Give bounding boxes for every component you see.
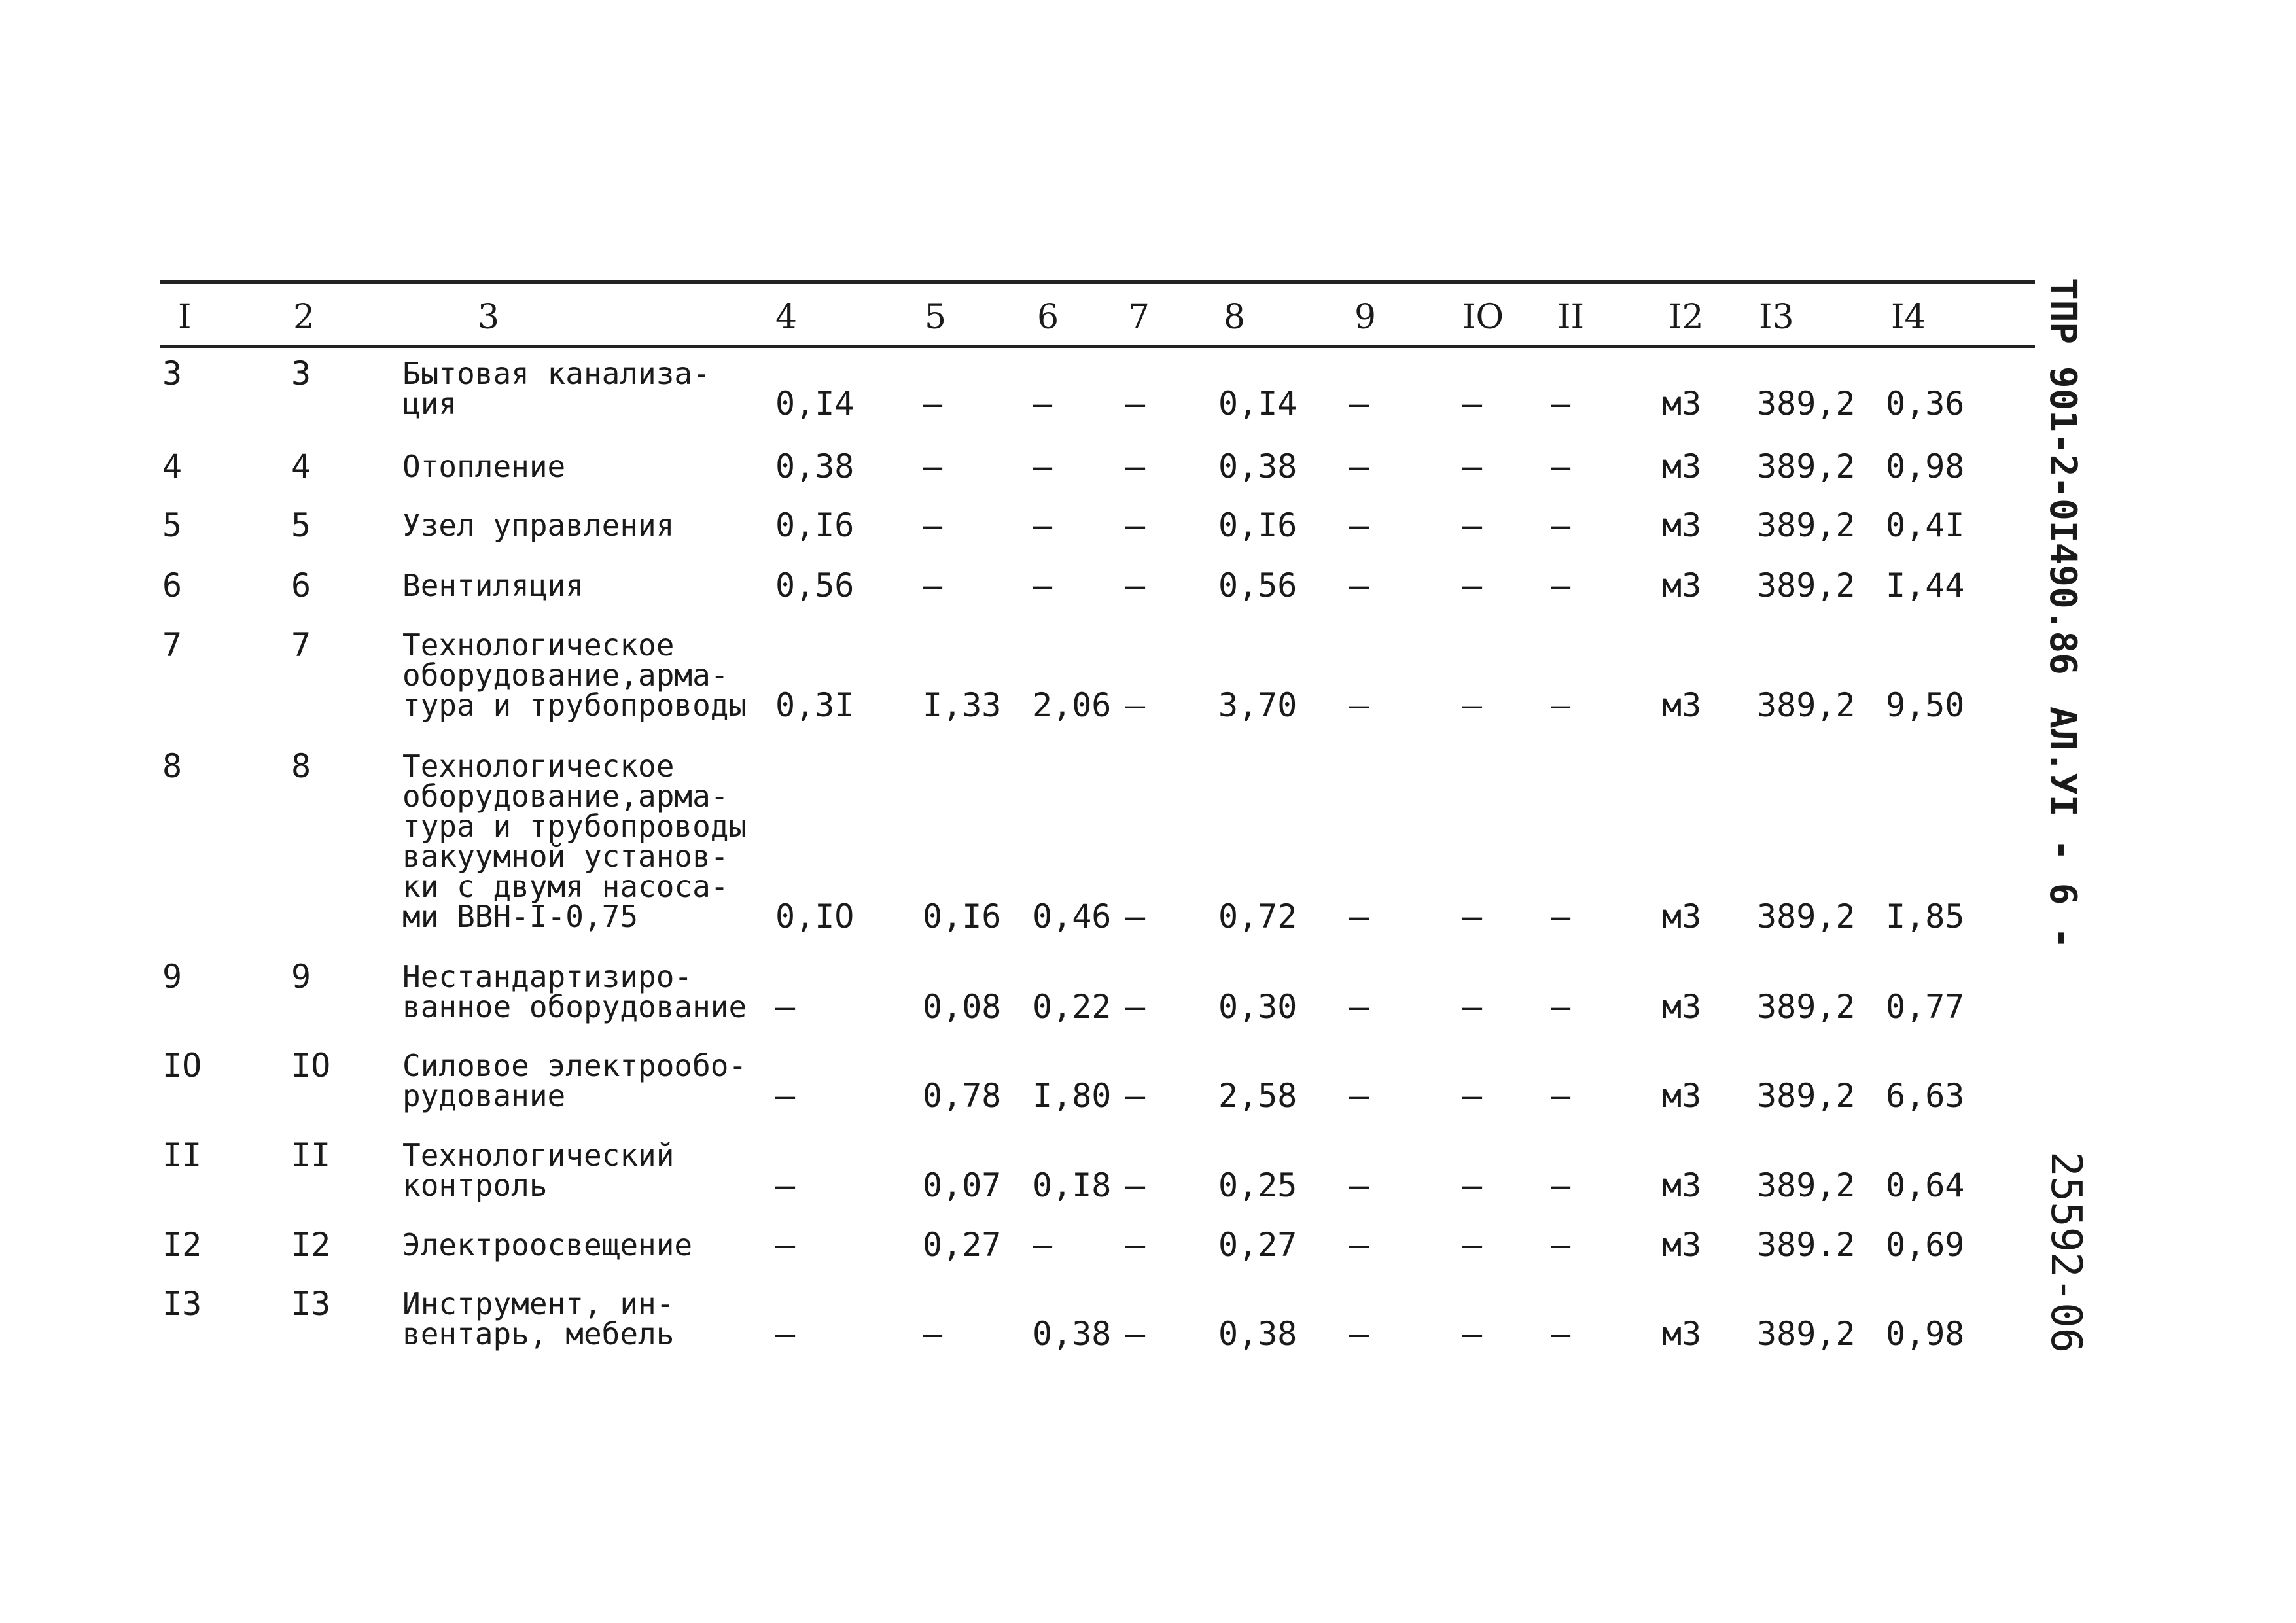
header-col-10: IO — [1462, 298, 1504, 337]
cell-name: Инструмент, ин- вентарь, мебель — [402, 1286, 675, 1352]
cell-c5: I,33 — [923, 686, 1002, 724]
cell-c2: I2 — [291, 1226, 331, 1264]
cell-price: 389,2 — [1757, 1077, 1856, 1115]
cell-c7: – — [1125, 447, 1146, 485]
cell-c2: 3 — [291, 355, 311, 393]
cell-total: 0,77 — [1886, 988, 1965, 1026]
cell-total: 9,50 — [1886, 686, 1965, 724]
cell-c9: – — [1349, 567, 1369, 604]
cell-unit: м3 — [1662, 447, 1702, 485]
cell-c7: – — [1125, 898, 1146, 935]
cell-c8: 0,56 — [1218, 567, 1298, 604]
cell-total: I,85 — [1886, 898, 1965, 935]
cell-c5: 0,27 — [923, 1226, 1002, 1264]
cell-c1: 3 — [162, 355, 183, 393]
header-col-9: 9 — [1354, 298, 1377, 337]
cell-c11: – — [1551, 567, 1571, 604]
cell-c9: – — [1349, 447, 1369, 485]
cell-price: 389,2 — [1757, 898, 1856, 935]
cell-c7: – — [1125, 1077, 1146, 1115]
cell-total: I,44 — [1886, 567, 1965, 604]
header-col-13: I3 — [1759, 298, 1794, 337]
cell-c1: 4 — [162, 447, 183, 485]
cell-c5: – — [923, 506, 943, 544]
header-col-3: 3 — [478, 298, 500, 337]
header-col-2: 2 — [293, 298, 315, 337]
cell-c6: 2,06 — [1033, 686, 1112, 724]
cell-c6: I,80 — [1033, 1077, 1112, 1115]
cell-c9: – — [1349, 686, 1369, 724]
cell-name: Электроосвещение — [402, 1227, 693, 1263]
cell-c4: – — [775, 988, 796, 1026]
cell-c2: 9 — [291, 958, 311, 996]
cell-c2: 6 — [291, 567, 311, 604]
cell-c8: 0,I6 — [1218, 506, 1298, 544]
cell-c6: – — [1033, 447, 1053, 485]
cell-c2: 8 — [291, 747, 311, 785]
cell-unit: м3 — [1662, 1226, 1702, 1264]
cell-c10: – — [1462, 1226, 1483, 1264]
header-col-12: I2 — [1669, 298, 1704, 337]
cell-c7: – — [1125, 988, 1146, 1026]
cell-c10: – — [1462, 385, 1483, 423]
cell-price: 389.2 — [1757, 1226, 1856, 1264]
cell-c7: – — [1125, 1315, 1146, 1353]
cell-c8: 3,70 — [1218, 686, 1298, 724]
cell-c10: – — [1462, 567, 1483, 604]
cell-c6: – — [1033, 1226, 1053, 1264]
cell-c6: – — [1033, 506, 1053, 544]
cell-c9: – — [1349, 988, 1369, 1026]
cell-c5: – — [923, 385, 943, 423]
header-col-1: I — [178, 298, 192, 337]
cell-c5: 0,08 — [923, 988, 1002, 1026]
inventory-number: 25592-06 — [2041, 1151, 2090, 1353]
header-col-6: 6 — [1037, 298, 1059, 337]
cell-c1: IO — [162, 1047, 202, 1085]
cell-c11: – — [1551, 988, 1571, 1026]
cell-c7: – — [1125, 1166, 1146, 1204]
header-col-7: 7 — [1128, 298, 1150, 337]
cell-c6: 0,38 — [1033, 1315, 1112, 1353]
header-col-11: II — [1557, 298, 1585, 337]
cell-price: 389,2 — [1757, 988, 1856, 1026]
cell-c6: 0,I8 — [1033, 1166, 1112, 1204]
cell-c6: – — [1033, 567, 1053, 604]
cell-name: Технологическое оборудование,арма- тура и трубопроводы — [402, 627, 747, 723]
cell-name: Силовое электрообо- рудование — [402, 1048, 747, 1113]
cell-c4: 0,3I — [775, 686, 855, 724]
cell-c8: 0,27 — [1218, 1226, 1298, 1264]
cell-price: 389,2 — [1757, 1315, 1856, 1353]
cell-c4: – — [775, 1226, 796, 1264]
cell-unit: м3 — [1662, 1077, 1702, 1115]
cell-price: 389,2 — [1757, 506, 1856, 544]
cell-c8: 0,72 — [1218, 898, 1298, 935]
cell-unit: м3 — [1662, 1315, 1702, 1353]
cell-c4: 0,38 — [775, 447, 855, 485]
cell-c10: – — [1462, 686, 1483, 724]
cell-c9: – — [1349, 1226, 1369, 1264]
cell-total: 0,64 — [1886, 1166, 1965, 1204]
cell-c11: – — [1551, 898, 1571, 935]
cell-unit: м3 — [1662, 385, 1702, 423]
cell-c5: – — [923, 1315, 943, 1353]
cell-name: Нестандартизиро- ванное оборудование — [402, 959, 747, 1024]
cell-c4: 0,IO — [775, 898, 855, 935]
cell-c7: – — [1125, 1226, 1146, 1264]
cell-c8: 0,38 — [1218, 447, 1298, 485]
cell-c9: – — [1349, 506, 1369, 544]
cell-total: 0,4I — [1886, 506, 1965, 544]
cell-c1: 9 — [162, 958, 183, 996]
cell-c10: – — [1462, 1315, 1483, 1353]
cell-c6: – — [1033, 385, 1053, 423]
cell-price: 389,2 — [1757, 385, 1856, 423]
cell-unit: м3 — [1662, 567, 1702, 604]
cell-unit: м3 — [1662, 506, 1702, 544]
cell-total: 0,98 — [1886, 1315, 1965, 1353]
cell-name: Технологический контроль — [402, 1138, 675, 1203]
cell-c10: – — [1462, 1166, 1483, 1204]
cell-c7: – — [1125, 567, 1146, 604]
cell-c11: – — [1551, 1166, 1571, 1204]
cell-unit: м3 — [1662, 898, 1702, 935]
cell-c11: – — [1551, 1226, 1571, 1264]
cell-c9: – — [1349, 385, 1369, 423]
cell-total: 0,69 — [1886, 1226, 1965, 1264]
cell-name: Узел управления — [402, 508, 675, 543]
cell-unit: м3 — [1662, 988, 1702, 1026]
cell-name: Бытовая канализа- ция — [402, 356, 711, 421]
cell-c4: 0,I4 — [775, 385, 855, 423]
cell-c9: – — [1349, 1166, 1369, 1204]
cell-c11: – — [1551, 686, 1571, 724]
cell-c6: 0,22 — [1033, 988, 1112, 1026]
cell-price: 389,2 — [1757, 1166, 1856, 1204]
cell-c2: IO — [291, 1047, 331, 1085]
cell-total: 0,36 — [1886, 385, 1965, 423]
cell-total: 6,63 — [1886, 1077, 1965, 1115]
cell-c8: 0,25 — [1218, 1166, 1298, 1204]
cell-name: Вентиляция — [402, 568, 584, 603]
sheet-label: АЛ.УI - 6 - — [2041, 707, 2084, 949]
cell-c7: – — [1125, 385, 1146, 423]
cell-c10: – — [1462, 898, 1483, 935]
cell-c10: – — [1462, 447, 1483, 485]
cell-c4: 0,56 — [775, 567, 855, 604]
cell-c1: 5 — [162, 506, 183, 544]
cell-c10: – — [1462, 1077, 1483, 1115]
header-col-5: 5 — [925, 298, 947, 337]
cell-c1: 6 — [162, 567, 183, 604]
cell-price: 389,2 — [1757, 686, 1856, 724]
cell-c8: 0,30 — [1218, 988, 1298, 1026]
cell-c8: 0,I4 — [1218, 385, 1298, 423]
cell-price: 389,2 — [1757, 567, 1856, 604]
cell-c11: – — [1551, 385, 1571, 423]
cell-c9: – — [1349, 1077, 1369, 1115]
cell-c9: – — [1349, 1315, 1369, 1353]
cell-c11: – — [1551, 1315, 1571, 1353]
header-col-4: 4 — [775, 298, 798, 337]
cell-c2: 4 — [291, 447, 311, 485]
cell-c9: – — [1349, 898, 1369, 935]
cell-c7: – — [1125, 506, 1146, 544]
cell-c10: – — [1462, 506, 1483, 544]
cell-c5: 0,I6 — [923, 898, 1002, 935]
cell-c4: – — [775, 1315, 796, 1353]
cell-c1: I3 — [162, 1285, 202, 1323]
cell-name: Отопление — [402, 449, 566, 484]
cell-c5: 0,07 — [923, 1166, 1002, 1204]
header-col-14: I4 — [1891, 298, 1926, 337]
cell-c2: II — [291, 1136, 331, 1174]
cell-c1: II — [162, 1136, 202, 1174]
cell-c5: – — [923, 567, 943, 604]
document-code: ТПР 901-2-0I490.86 — [2041, 278, 2084, 675]
cell-c1: I2 — [162, 1226, 202, 1264]
cell-price: 389,2 — [1757, 447, 1856, 485]
cell-c11: – — [1551, 506, 1571, 544]
cell-c1: 7 — [162, 626, 183, 664]
cell-c2: 7 — [291, 626, 311, 664]
cell-c11: – — [1551, 447, 1571, 485]
header-col-8: 8 — [1224, 298, 1246, 337]
cell-c11: – — [1551, 1077, 1571, 1115]
cell-c2: 5 — [291, 506, 311, 544]
cell-unit: м3 — [1662, 1166, 1702, 1204]
cell-c5: 0,78 — [923, 1077, 1002, 1115]
cell-total: 0,98 — [1886, 447, 1965, 485]
cell-c4: – — [775, 1166, 796, 1204]
cell-c6: 0,46 — [1033, 898, 1112, 935]
cell-c7: – — [1125, 686, 1146, 724]
cell-c4: 0,I6 — [775, 506, 855, 544]
cell-c5: – — [923, 447, 943, 485]
cell-name: Технологическое оборудование,арма- тура и трубопроводы вакуумной установ- ки с двумя насоса- ми ВВН-I-0,75 — [402, 748, 747, 934]
cell-c4: – — [775, 1077, 796, 1115]
cell-c1: 8 — [162, 747, 183, 785]
cell-c2: I3 — [291, 1285, 331, 1323]
cell-c8: 0,38 — [1218, 1315, 1298, 1353]
cell-c8: 2,58 — [1218, 1077, 1298, 1115]
cell-unit: м3 — [1662, 686, 1702, 724]
cell-c10: – — [1462, 988, 1483, 1026]
